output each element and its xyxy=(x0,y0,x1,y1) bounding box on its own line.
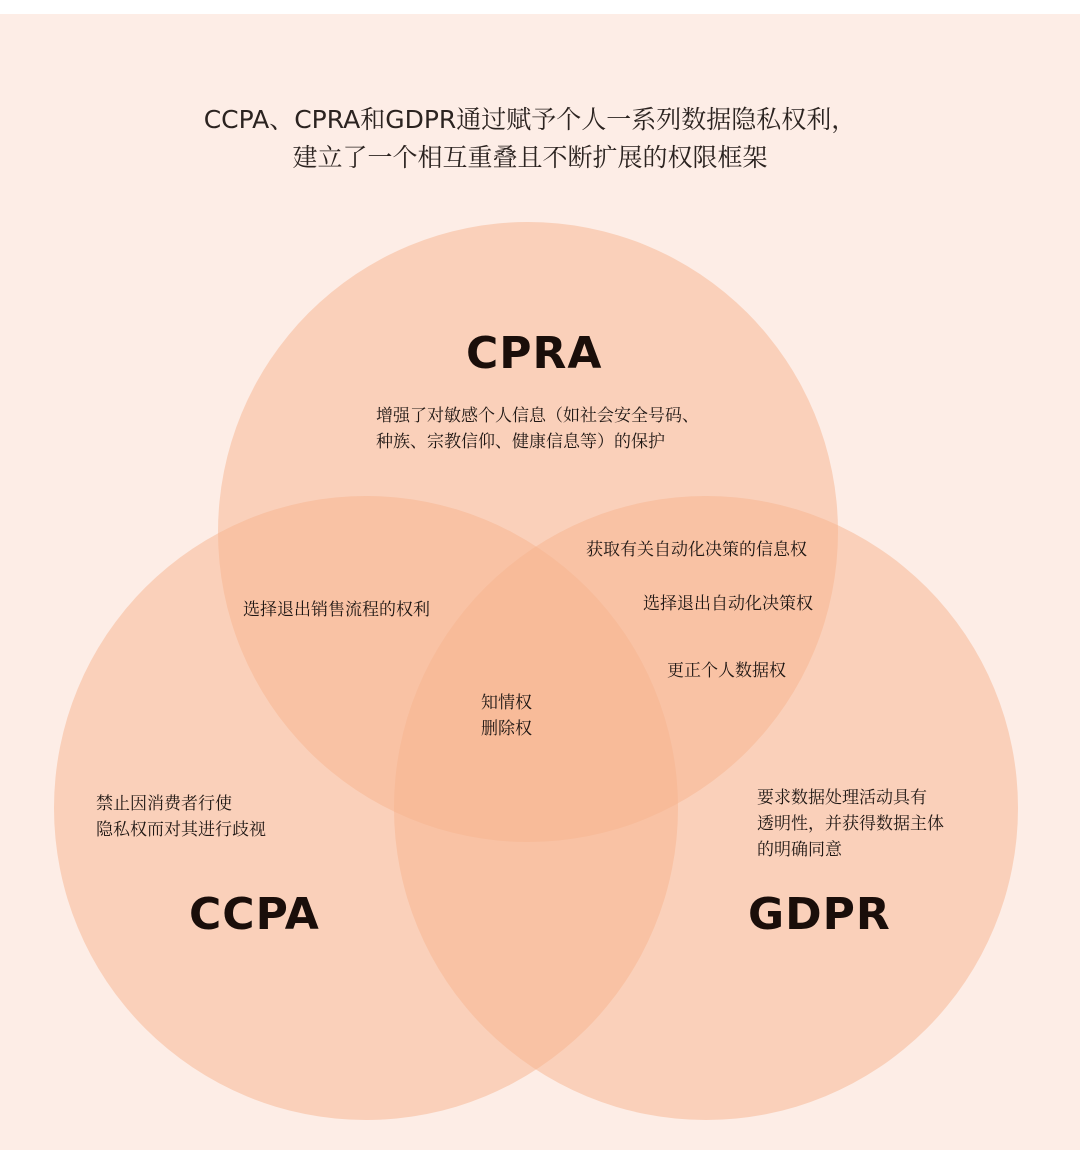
center-item-1: 知情权 xyxy=(481,693,532,713)
cpra-only-text-2: 种族、宗教信仰、健康信息等）的保护 xyxy=(376,432,665,452)
diagram-title-line-1: CCPA、CPRA和GDPR通过赋予个人一系列数据隐私权利， xyxy=(203,105,857,134)
ccpa-label: CCPA xyxy=(189,889,320,940)
cpra-label: CPRA xyxy=(466,328,603,379)
ccpa-only-text-1: 禁止因消费者行使 xyxy=(96,794,232,814)
cpra-ccpa-item-1: 选择退出销售流程的权利 xyxy=(243,600,430,620)
cpra-only-text-1: 增强了对敏感个人信息（如社会安全号码、 xyxy=(376,406,699,426)
cpra-gdpr-item-3: 更正个人数据权 xyxy=(667,661,786,681)
cpra-gdpr-item-1: 获取有关自动化决策的信息权 xyxy=(586,540,807,560)
ccpa-only-text-2: 隐私权而对其进行歧视 xyxy=(96,820,266,840)
gdpr-only-text-2: 透明性，并获得数据主体 xyxy=(757,814,944,834)
diagram-title-line-2: 建立了一个相互重叠且不断扩展的权限框架 xyxy=(292,143,768,172)
center-item-2: 删除权 xyxy=(481,719,532,739)
gdpr-only-text-1: 要求数据处理活动具有 xyxy=(757,788,927,808)
cpra-gdpr-item-2: 选择退出自动化决策权 xyxy=(643,594,813,614)
gdpr-only-text-3: 的明确同意 xyxy=(757,840,842,860)
gdpr-label: GDPR xyxy=(748,889,891,940)
